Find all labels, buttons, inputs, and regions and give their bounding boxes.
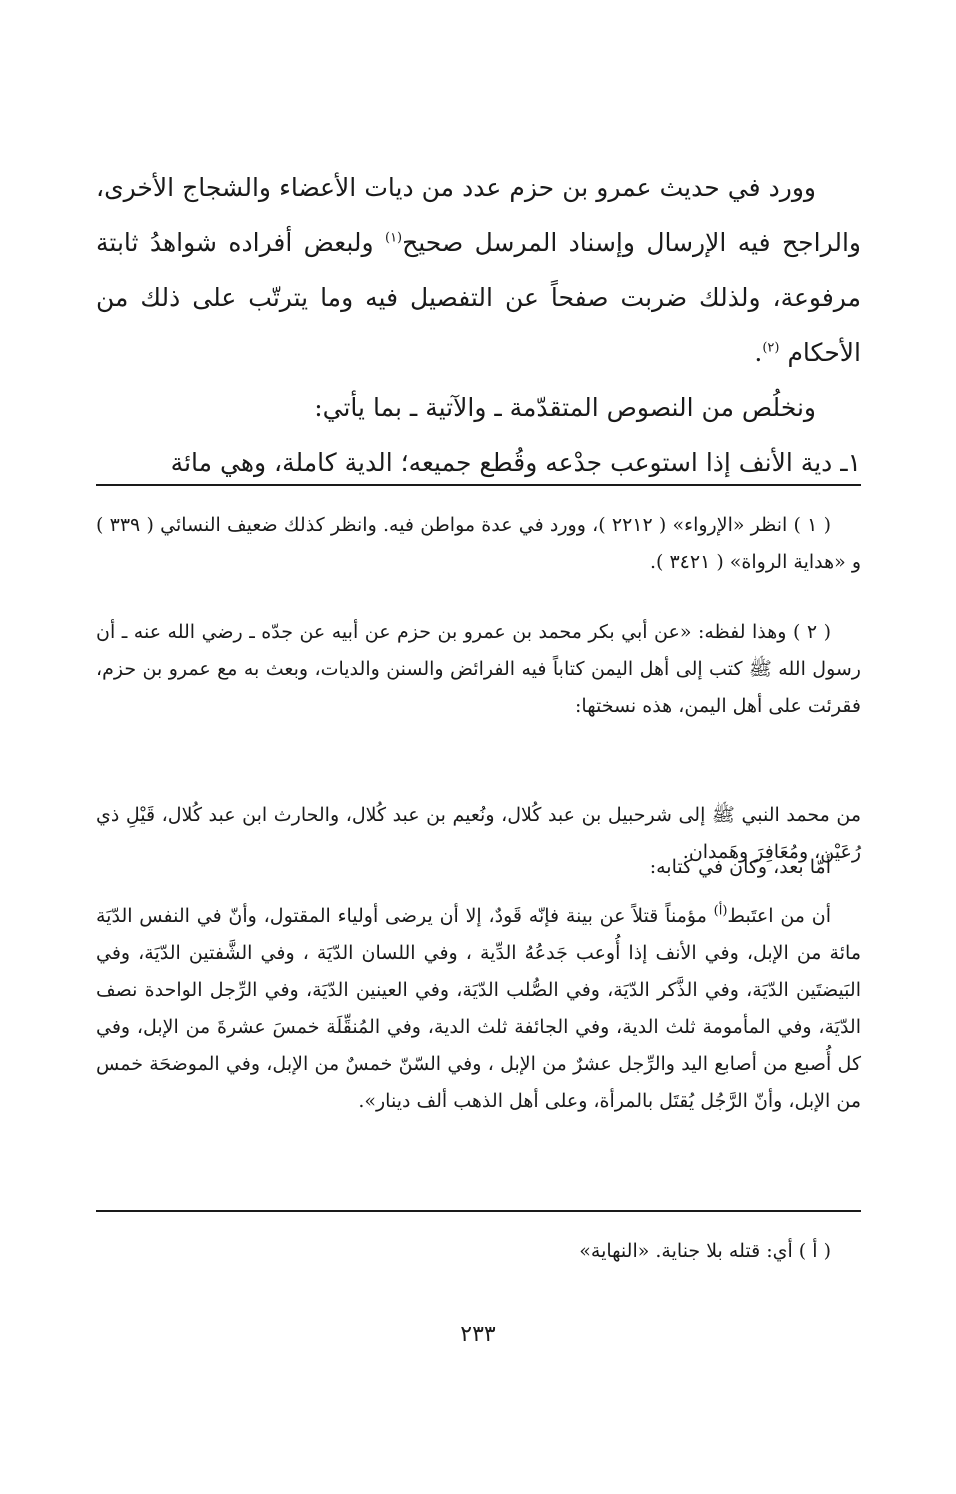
- footnote-quote-body: [96, 898, 861, 1120]
- footnote-text: من محمد النبي ﷺ إلى شرحبيل بن عبد كُلال، ونُعيم بن عبد كُلال، والحارث ابن عبد كُلال، قَيْلِ ذي رُعَيْن، ومُعَافِرَ وهَمدان.: [96, 804, 861, 863]
- footnote-divider: [96, 1210, 861, 1212]
- footnote-text: [96, 898, 861, 1120]
- footnote-text-part: مؤمناً قتلاً عن بينة فإنّه قَودٌ، إلا أن يرضى أولياء المقتول، وأنّ في النفس الدّيَة مائة من الإبل، وفي الأنف إذا أُوعب جَدعُهُ الدِّية ، وفي اللسان الدّيَة ، وفي الشَّفتين الدّيَة، وفي البَيضتَين الدّيَة، وفي الذَّكر الدّيَة، وفي الصُّلب الدّيَة، وفي العينين الدّيَة، وفي الرِّجل الواحدة نصف الدّيَة، وفي المأمومة ثلث الدية، وفي الجائفة ثلث الدية، وفي المُنقِّلَة خمسَ عشرةَ من الإبل، وفي كل أُصبع من أصابع اليد والرِّجل عشرٌ من الإبل ، وفي السّنّ خمسٌ من الإبل، وفي الموضحَة خمس من الإبل، وأنّ الرَّجُل يُقتَل بالمرأة، وعلى أهل الذهب ألف دينار».: [96, 905, 861, 1112]
- footnote-reference: (١): [384, 230, 403, 246]
- page-number: ٢٣٣: [460, 1322, 496, 1347]
- paragraph-ending: .: [754, 338, 763, 367]
- footnote-1: [96, 507, 861, 581]
- footnote-reference: (أ): [713, 903, 728, 919]
- main-text: [96, 160, 861, 490]
- footnote-text: ( أ ) أي: قتله بلا جناية. «النهاية»: [579, 1240, 831, 1262]
- footnote-amma: [96, 849, 861, 886]
- footnote-text: أمّا بعد، وكان في كتابه:: [649, 856, 831, 878]
- footnote-text: ( ٢ ) وهذا لفظه: «عن أبي بكر محمد بن عمرو بن حزم عن أبيه عن جدّه ـ رضي الله عنه ـ أن رسول الله ﷺ كتب إلى أهل اليمن كتاباً فيه الفرائض والسنن والديات، وبعث به مع عمرو بن حزم، فقرئت على أهل اليمن، هذه نسختها:: [96, 621, 861, 717]
- paragraph-text: وورد في حديث عمرو بن حزم عدد من ديات الأعضاء والشجاج الأخرى، والراجح فيه الإرسال وإسناد المرسل صحيح: [96, 173, 861, 257]
- footnote-divider: [96, 484, 861, 486]
- footnote-a: [96, 1233, 861, 1270]
- footnote-text-part: أن من اعتَبط: [727, 905, 831, 927]
- main-paragraph: [96, 160, 861, 380]
- footnote-text: ( ١ ) انظر «الإرواء» ( ٢٢١٢ )، وورد في عدة مواطن فيه. وانظر كذلك ضعيف النسائي ( ٣٣٩ ) و «هداية الرواة» ( ٣٤٢١ ).: [96, 514, 861, 573]
- footnote-reference: (٢): [762, 340, 780, 356]
- main-paragraph: ١ـ دية الأنف إذا استوعب جدْعه وقُطع جميعه؛ الدية كاملة، وهي مائة: [170, 448, 861, 477]
- main-paragraph: ونخلُص من النصوص المتقدّمة ـ والآتية ـ بما يأتي:: [314, 393, 816, 422]
- footnote-2: [96, 614, 861, 725]
- paragraph-text: ولبعض أفراده شواهدُ ثابتة مرفوعة، ولذلك ضربت صفحاً عن التفصيل فيه وما يترتّب على ذلك من الأحكام: [96, 228, 861, 367]
